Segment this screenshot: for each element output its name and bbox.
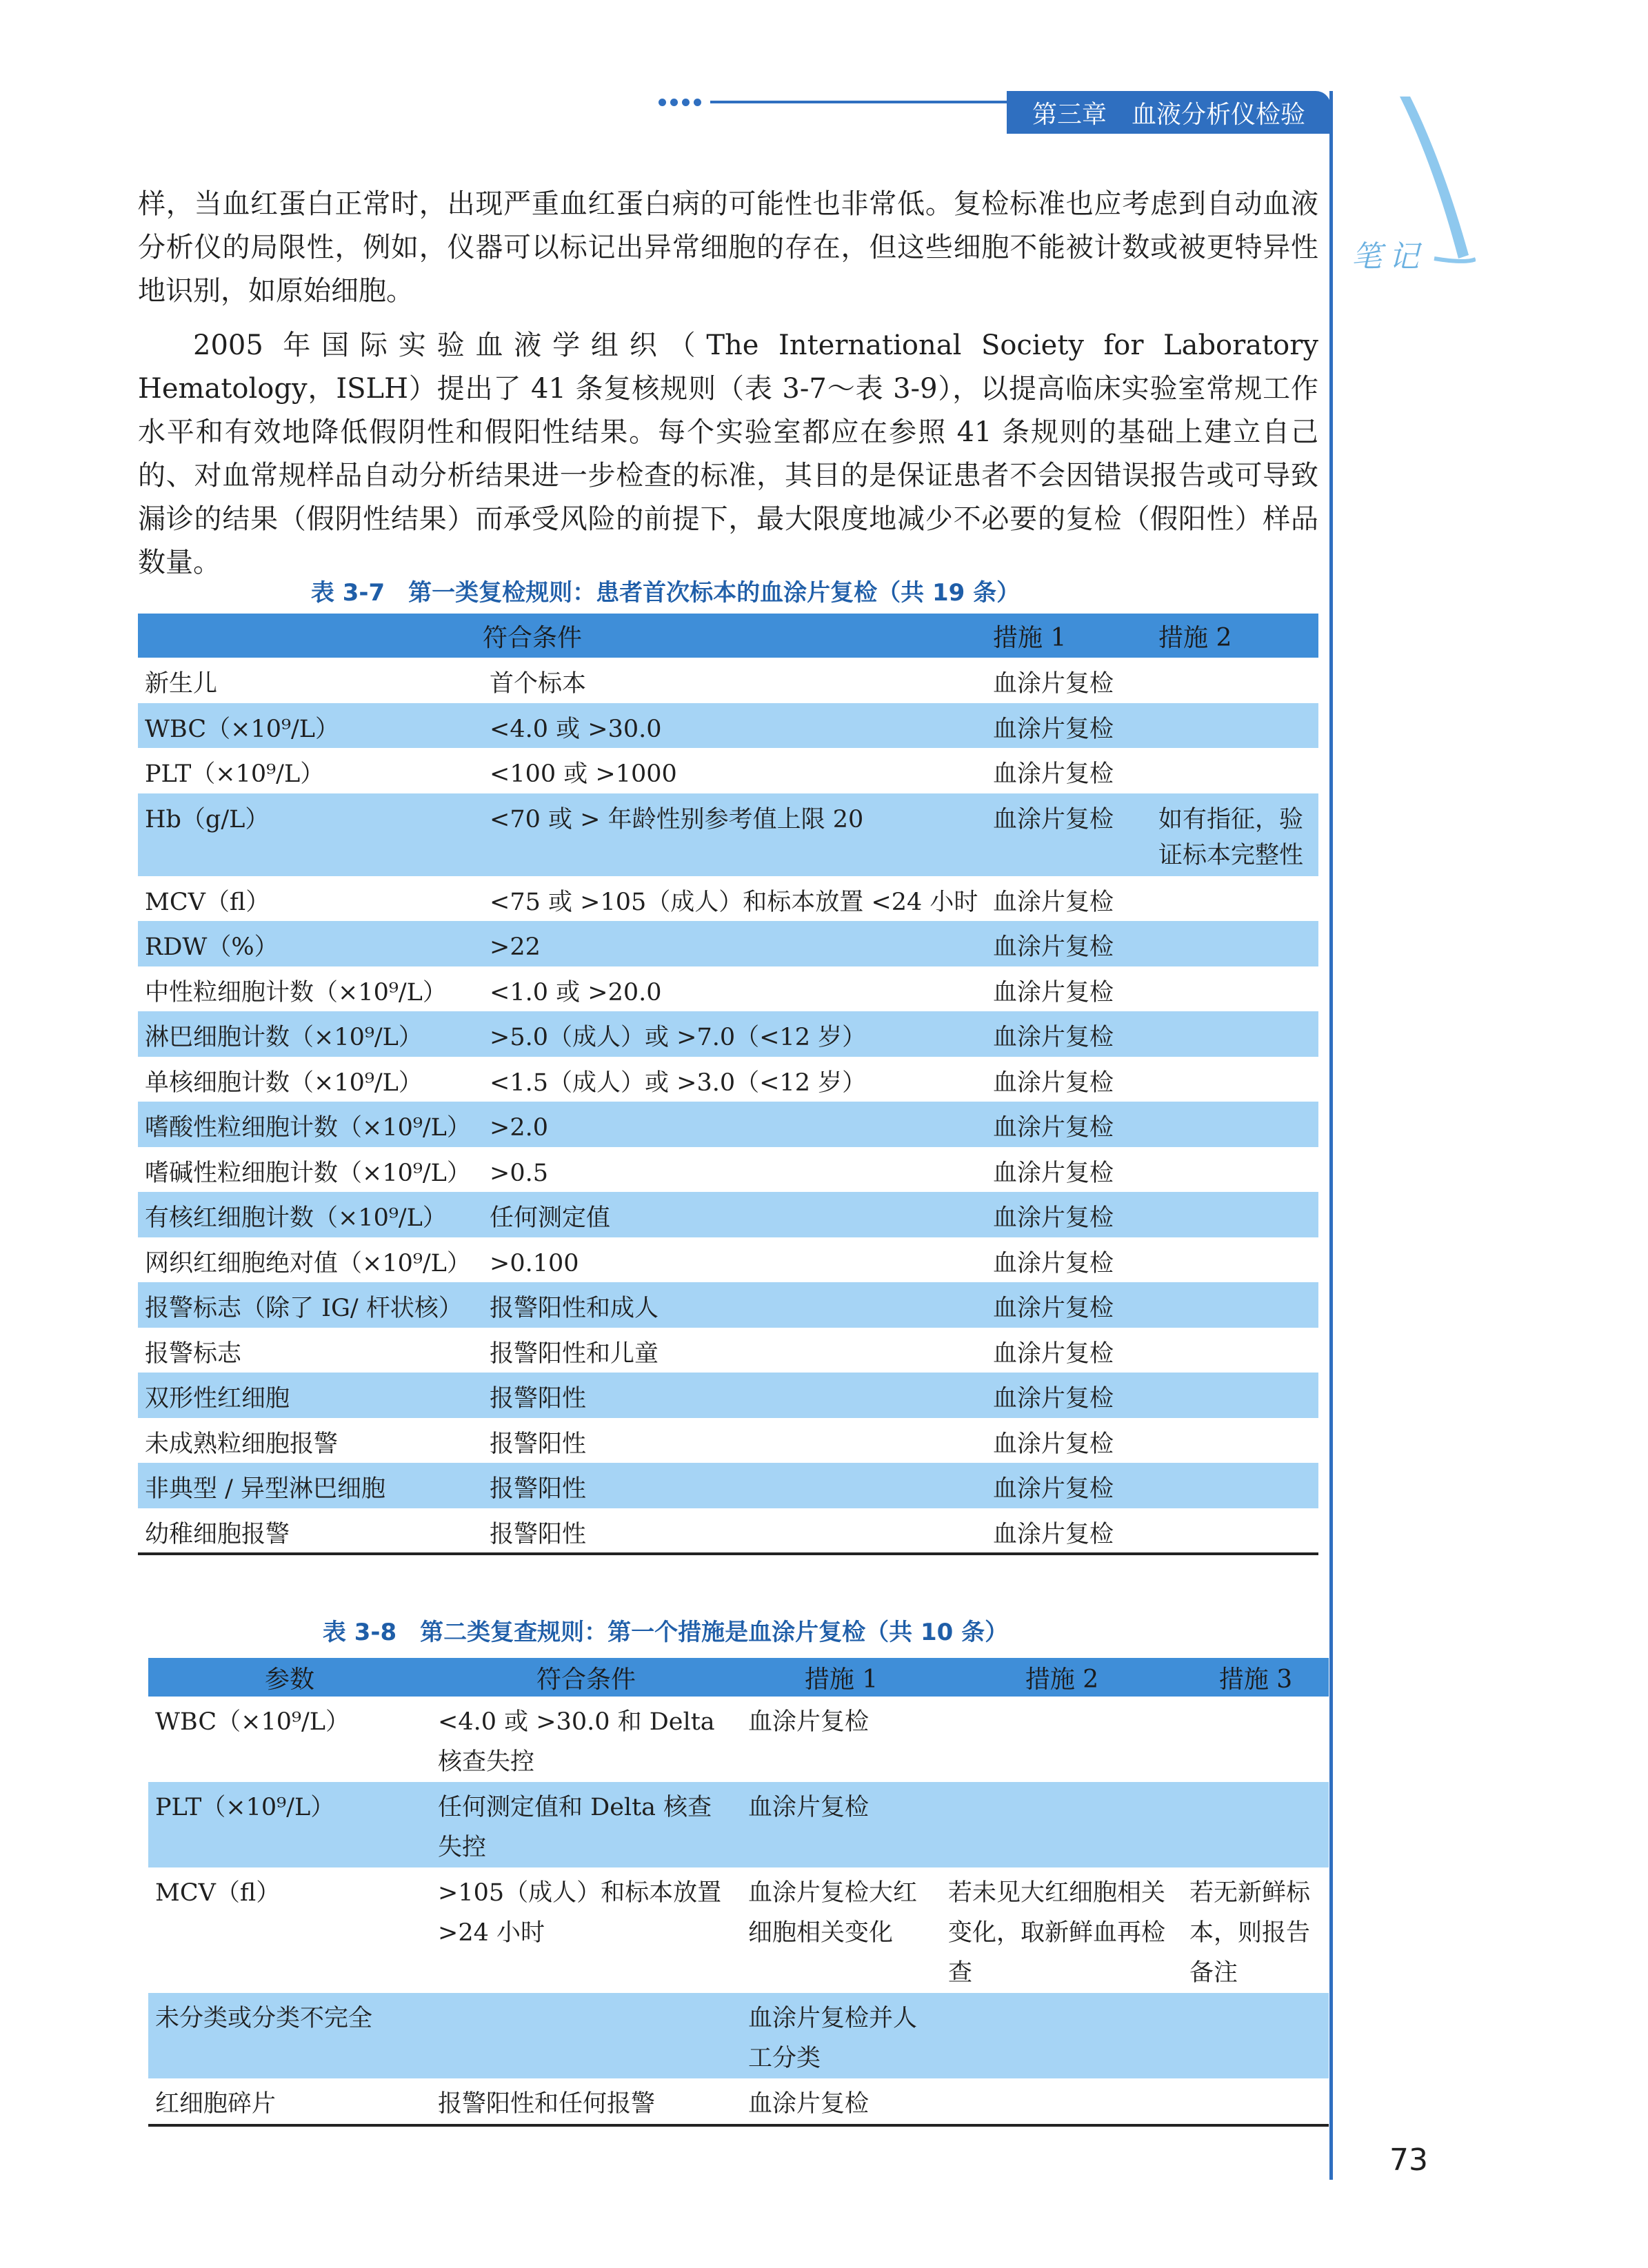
table-cell: 嗜碱性粒细胞计数（×10⁹/L） (145, 1159, 471, 1187)
table-cell: 血涂片复检 (748, 2090, 870, 2118)
table-cell (1152, 1237, 1318, 1283)
table-cell: <1.5（成人）或 >3.0（<12 岁） (490, 1069, 867, 1097)
table-row (138, 1328, 1318, 1373)
table-row (138, 1237, 1318, 1283)
table-row (138, 1147, 1318, 1193)
table-cell: Hb（g/L） (145, 805, 270, 833)
table-cell (1152, 1192, 1318, 1237)
table-cell: <70 或 > 年龄性别参考值上限 20 (490, 805, 864, 833)
table-cell: 报警阳性 (490, 1385, 587, 1413)
table-cell: 非典型 / 异型淋巴细胞 (145, 1475, 386, 1503)
table-cell: 血涂片复检 (748, 1794, 870, 1821)
table-cell (1152, 921, 1318, 966)
table-row (148, 1697, 1329, 1782)
table-cell: 血涂片复检 (993, 1024, 1114, 1051)
table-row (138, 793, 1318, 876)
table-3-7-caption: 表 3-7 第一类复检规则：患者首次标本的血涂片复检（共 19 条） (310, 579, 1021, 607)
table-cell (1183, 1697, 1329, 1782)
table-cell: 网织红细胞绝对值（×10⁹/L） (145, 1249, 471, 1277)
table-cell: 若未见大红细胞相关变化，取新鲜血再检查 (948, 1879, 1166, 1987)
table-cell: 报警阳性和儿童 (490, 1339, 659, 1368)
table-header-row (148, 1658, 1329, 1697)
table-cell (1183, 2078, 1329, 2125)
table-3-8 (148, 1658, 1329, 2127)
table-cell: >2.0 (490, 1114, 548, 1142)
table-cell: 血涂片复检 (993, 1520, 1114, 1548)
table-cell: >105（成人）和标本放置 >24 小时 (438, 1879, 722, 1947)
column-header: 参数 (264, 1665, 314, 1694)
table-row (148, 2078, 1329, 2125)
table-cell: 嗜酸性粒细胞计数（×10⁹/L） (145, 1114, 471, 1142)
page-number: 73 (1389, 2143, 1428, 2178)
table-cell (1152, 1463, 1318, 1508)
table-cell: 血涂片复检 (993, 715, 1114, 743)
table-row (148, 1782, 1329, 1867)
table-cell: <100 或 >1000 (490, 760, 677, 788)
table-cell (1152, 1418, 1318, 1464)
table-cell: <4.0 或 >30.0 (490, 715, 662, 743)
table-row (138, 1282, 1318, 1328)
table-cell (1152, 1373, 1318, 1418)
table-cell (941, 1782, 1183, 1867)
table-row (138, 1102, 1318, 1147)
table-cell: 报警标志（除了 IG/ 杆状核） (145, 1295, 463, 1322)
table-cell: 血涂片复检 (993, 670, 1114, 698)
table-cell: 任何测定值和 Delta 核查失控 (438, 1794, 712, 1861)
table-row (138, 1508, 1318, 1554)
table-cell: 血涂片复检 (993, 760, 1114, 788)
table-row (138, 966, 1318, 1012)
table-cell: 血涂片复检 (993, 1249, 1114, 1277)
table-cell: 血涂片复检 (993, 1159, 1114, 1187)
table-cell (1152, 703, 1318, 749)
table-row (138, 921, 1318, 966)
table-row (138, 748, 1318, 793)
table-row (148, 1993, 1329, 2078)
table-cell: WBC（×10⁹/L） (155, 1708, 350, 1736)
table-cell (1152, 658, 1318, 703)
table-cell (1152, 1102, 1318, 1147)
table-cell (1152, 1147, 1318, 1193)
table-cell: 若无新鲜标本，则报告备注 (1189, 1879, 1311, 1987)
table-cell: MCV（fl） (155, 1879, 281, 1907)
table-cell (1152, 1508, 1318, 1554)
table-cell: 血涂片复检 (993, 888, 1114, 916)
column-header: 措施 3 (1218, 1665, 1293, 1694)
table-cell: 幼稚细胞报警 (145, 1520, 290, 1548)
column-header: 措施 2 (1158, 623, 1232, 652)
table-cell: 中性粒细胞计数（×10⁹/L） (145, 978, 447, 1006)
table-cell: 血涂片复检 (993, 933, 1114, 961)
table-cell: 淋巴细胞计数（×10⁹/L） (145, 1024, 423, 1051)
body-paragraph-1: 样，当血红蛋白正常时，出现严重血红蛋白病的可能性也非常低。复检标准也应考虑到自动血液分析仪的局限性，例如，仪器可以标记出异常细胞的存在，但这些细胞不能被计数或被更特异性地识别，如原始细胞。 (138, 188, 1318, 307)
header-dots (659, 95, 708, 109)
table-row (148, 1867, 1329, 1993)
table-cell (1152, 1282, 1318, 1328)
table-cell: 血涂片复检 (993, 1069, 1114, 1097)
table-cell: 血涂片复检 (993, 1475, 1114, 1503)
table-cell (1183, 1782, 1329, 1867)
table-row (138, 1463, 1318, 1508)
table-cell: 有核红细胞计数（×10⁹/L） (145, 1204, 447, 1232)
table-3-7 (138, 614, 1318, 1555)
table-cell: <75 或 >105（成人）和标本放置 <24 小时 (490, 888, 978, 916)
table-row (138, 1192, 1318, 1237)
table-cell: 红细胞碎片 (155, 2090, 277, 2118)
table-cell: <1.0 或 >20.0 (490, 978, 662, 1006)
table-cell: 双形性红细胞 (145, 1385, 290, 1413)
table-cell (1152, 1057, 1318, 1102)
table-3-8-caption: 表 3-8 第二类复查规则：第一个措施是血涂片复检（共 10 条） (322, 1619, 1009, 1646)
table-cell: 新生儿 (145, 670, 218, 698)
table-cell (1152, 1328, 1318, 1373)
table-cell: 报警阳性和成人 (490, 1295, 659, 1322)
table-cell (1152, 1011, 1318, 1057)
table-cell (1152, 876, 1318, 922)
table-cell: 血涂片复检 (993, 1339, 1114, 1368)
table-row (138, 1011, 1318, 1057)
table-row (138, 1057, 1318, 1102)
table-header-row (138, 614, 1318, 658)
table-cell (1152, 966, 1318, 1012)
table-cell: 血涂片复检 (993, 1295, 1114, 1322)
table-cell: 报警阳性 (490, 1475, 587, 1503)
column-header: 措施 2 (1025, 1665, 1099, 1694)
notes-label: 笔记 (1351, 239, 1426, 274)
table-cell (1152, 748, 1318, 793)
table-cell: 任何测定值 (490, 1204, 611, 1232)
table-cell: 单核细胞计数（×10⁹/L） (145, 1069, 423, 1097)
table-cell: 报警标志 (145, 1339, 242, 1368)
table-cell: 首个标本 (490, 670, 587, 698)
table-cell: >5.0（成人）或 >7.0（<12 岁） (490, 1024, 867, 1051)
table-cell: WBC（×10⁹/L） (145, 715, 340, 743)
column-header: 符合条件 (536, 1665, 636, 1694)
table-cell: 报警阳性 (490, 1520, 587, 1548)
header-rule (710, 101, 1014, 103)
table-cell: 血涂片复检 (748, 1708, 870, 1736)
table-cell: PLT（×10⁹/L） (145, 760, 325, 788)
table-cell: <4.0 或 >30.0 和 Delta 核查失控 (438, 1708, 715, 1776)
table-cell: >0.100 (490, 1249, 579, 1277)
table-cell: 未分类或分类不完全 (155, 2005, 373, 2032)
table-cell: 血涂片复检 (993, 1114, 1114, 1142)
column-header (138, 614, 483, 658)
table-cell: 血涂片复检 (993, 1385, 1114, 1413)
chapter-title: 第三章 血液分析仪检验 (1007, 91, 1331, 134)
table-cell: RDW（%） (145, 933, 279, 961)
margin-rule (1329, 91, 1333, 2180)
table-cell: 血涂片复检 (993, 1204, 1114, 1232)
table-cell: 血涂片复检 (993, 978, 1114, 1006)
table-cell (1183, 1993, 1329, 2078)
column-header: 措施 1 (993, 623, 1067, 652)
table-cell: 报警阳性 (490, 1430, 587, 1458)
table-cell (431, 1993, 741, 2078)
table-cell: 报警阳性和任何报警 (438, 2090, 656, 2118)
table-cell (941, 2078, 1183, 2125)
table-cell: 血涂片复检并人工分类 (748, 2005, 918, 2072)
table-row (138, 876, 1318, 922)
column-header: 符合条件 (483, 623, 583, 652)
table-row (138, 658, 1318, 703)
table-row (138, 703, 1318, 749)
table-row (138, 1418, 1318, 1464)
table-row (138, 1373, 1318, 1418)
table-cell: 血涂片复检 (993, 1430, 1114, 1458)
table-cell: 血涂片复检 (993, 805, 1114, 833)
table-cell: 血涂片复检大红细胞相关变化 (748, 1879, 918, 1947)
table-cell: >0.5 (490, 1159, 548, 1187)
table-cell: >22 (490, 933, 541, 961)
table-cell: 如有指征，验证标本完整性 (1158, 805, 1304, 869)
column-header: 措施 1 (804, 1665, 878, 1694)
table-cell: PLT（×10⁹/L） (155, 1794, 335, 1821)
body-paragraph-2: 2005 年国际实验血液学组织（The International Society for Laboratory Hematology，ISLH）提出了 41 条复核规则（表 3-7～表 3-9），以提高临床实验室常规工作水平和有效地降低假阴性和假阳性结果。每个实验室都应在参照 41 条规则的基础上建立自己的、对血常规样品自动分析结果进一步检查的标准，其目的是保证患者不会因错误报告或可导致漏诊的结果（假阴性结果）而承受风险的前提下，最大限度地减少不必要的复检（假阳性）样品数量。 (138, 330, 1318, 578)
table-cell (941, 1993, 1183, 2078)
table-cell: MCV（fl） (145, 888, 270, 916)
table-cell: 未成熟粒细胞报警 (145, 1430, 339, 1458)
table-cell (941, 1697, 1183, 1782)
